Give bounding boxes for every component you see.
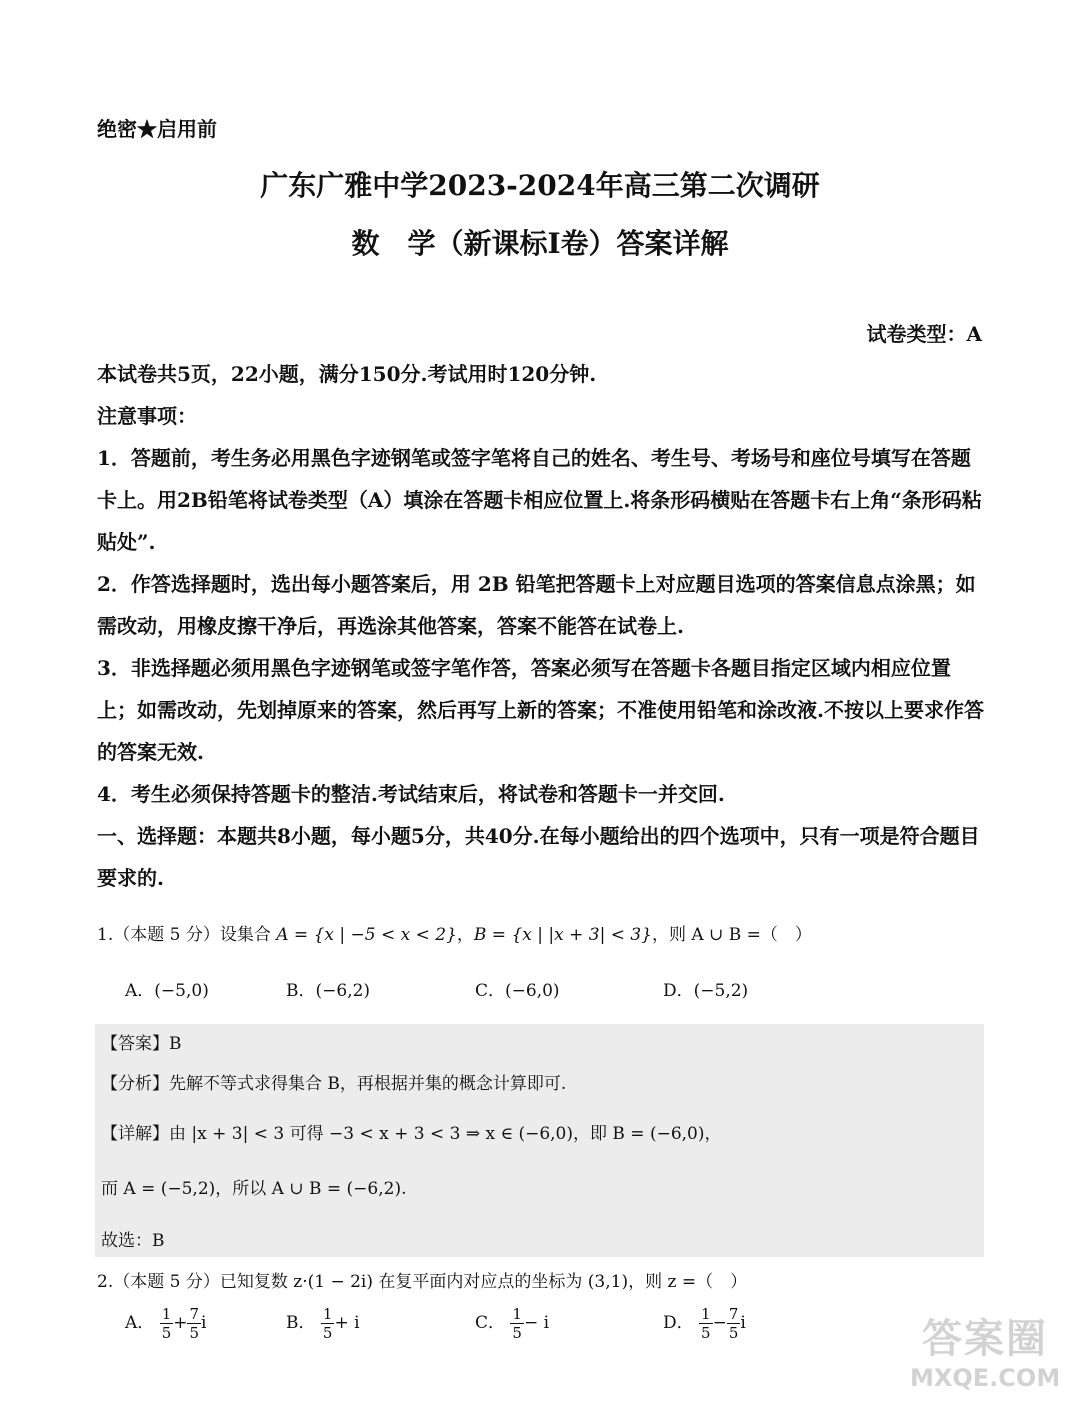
confidential-label: 绝密★启用前 [97,117,217,141]
exam-subtitle: 数 学（新课标I卷）答案详解 [351,227,729,260]
q1-set-a: A = {x | −5 < x < 2} [276,925,457,945]
site-watermark [910,1315,1060,1405]
solution-analysis: 【分析】先解不等式求得集合 B，再根据并集的概念计算即可. [101,1074,567,1094]
solution-detail-2: 而 A = (−5,2)，所以 A ∪ B = (−6,2). [101,1179,407,1199]
solution-box [95,1024,984,1257]
q1-option-c: C．(−6,0) [475,981,560,1001]
notice-title: 注意事项： [97,404,197,428]
notice-1: 1．答题前，考生务必用黑色字迹钢笔或签字笔将自己的姓名、考生号、考场号和座位号填写在答题卡上。用2B铅笔将试卷类型（A）填涂在答题卡相应位置上.将条形码横贴在答题卡右上角“条形码粘贴处”. [97,446,982,554]
q1-prefix: 1.（本题 5 分）设集合 [97,925,277,945]
q2-option-b: B． $\frac{1}{5}$ + i [286,1305,360,1342]
solution-choice: 故选：B [101,1231,165,1251]
watermark-site: MXQE.COM [910,1364,1061,1392]
q1-suffix: ，则 A ∪ B =（ ） [651,925,812,945]
q1-option-d: D．(−5,2) [663,981,749,1001]
notice-3: 3．非选择题必须用黑色字迹钢笔或签字笔作答，答案必须写在答题卡各题目指定区域内相应位置上；如需改动，先划掉原来的答案，然后再写上新的答案；不准使用铅笔和涂改液.不按以上要求作答的答案无效. [97,656,984,764]
solution-detail-1: 【详解】由 |x + 3| < 3 可得 −3 < x + 3 < 3 ⇒ x ∈ (−6,0)，即 B = (−6,0)， [101,1124,722,1144]
solution-answer: 【答案】B [101,1034,182,1054]
q2-option-d: D． $\frac{1}{5}$ − $\frac{7}{5}$ i [663,1305,746,1342]
notice-4: 4．考生必须保持答题卡的整洁.考试结束后，将试卷和答题卡一并交回. [97,782,725,806]
q2-option-a: A． $\frac{1}{5}$ + $\frac{7}{5}$ i [125,1305,207,1342]
q2-option-c: C． $\frac{1}{5}$ − i [475,1305,550,1342]
q1-set-b: B = {x | |x + 3| < 3} [473,925,652,945]
exam-title: 广东广雅中学2023-2024年高三第二次调研 [260,169,820,202]
watermark-logo: 答案圈 [922,1316,1048,1362]
section-heading: 一、选择题：本题共8小题，每小题5分，共40分.在每小题给出的四个选项中，只有一项是符合题目要求的. [97,824,980,890]
q1-option-b: B．(−6,2) [286,981,371,1001]
question-2-stem: 2.（本题 5 分）已知复数 z·(1 − 2i) 在复平面内对应点的坐标为 (3,1)，则 z =（ ） [97,1272,748,1292]
paper-type: 试卷类型：A [866,322,982,346]
q1-separator: ， [456,925,474,945]
q1-option-a: A．(−5,0) [125,981,209,1001]
exam-summary: 本试卷共5页，22小题，满分150分.考试用时120分钟. [97,362,597,386]
question-1-stem [97,920,812,945]
notice-2: 2．作答选择题时，选出每小题答案后，用 2B 铅笔把答题卡上对应题目选项的答案信息点涂黑；如需改动，用橡皮擦干净后，再选涂其他答案，答案不能答在试卷上. [97,572,976,638]
